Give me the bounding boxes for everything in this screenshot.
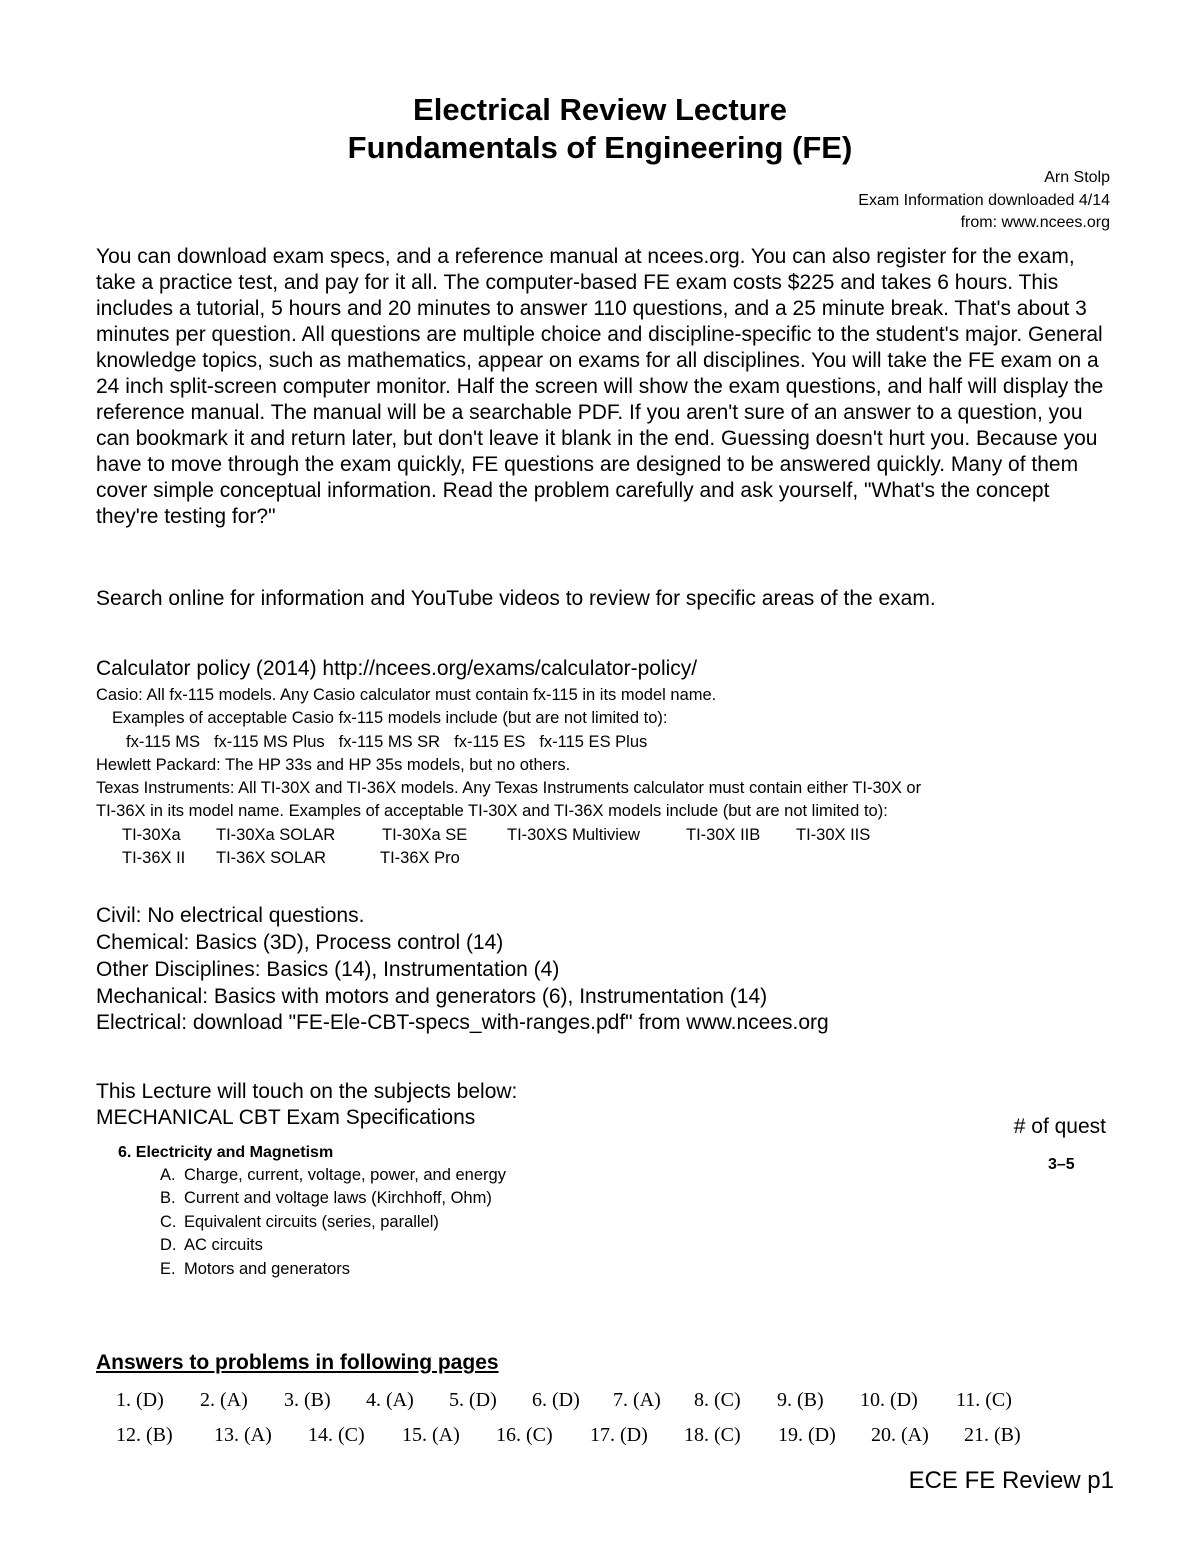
answer-item: 13. (A): [214, 1424, 272, 1446]
spec-item-letter: E.: [160, 1260, 176, 1278]
ti-model: TI-30Xa SOLAR: [216, 826, 336, 844]
casio-model: fx-115 MS Plus: [213, 733, 325, 751]
answer-item: 3. (B): [284, 1389, 331, 1411]
ti-model: TI-30Xa SE: [382, 826, 468, 844]
quest-count-label: # of quest: [1013, 1115, 1106, 1138]
answer-item: 12. (B): [116, 1424, 173, 1446]
spec-item-text: AC circuits: [184, 1236, 263, 1254]
answer-item: 4. (A): [366, 1389, 414, 1411]
spec-item: [160, 1187, 492, 1211]
ti-model: TI-36X SOLAR: [216, 849, 327, 867]
answer-item: 16. (C): [496, 1424, 553, 1446]
calculator-heading: Calculator policy (2014) http://ncees.org/exams/calculator-policy/: [96, 657, 698, 680]
answer-item: 7. (A): [613, 1389, 661, 1411]
ti-policy-line1: Texas Instruments: All TI-30X and TI-36X models. Any Texas Instruments calculator must contain either TI-30X or: [96, 779, 922, 797]
answer-item: 5. (D): [449, 1389, 497, 1411]
answers-heading: Answers to problems in following pages: [96, 1351, 499, 1374]
ti-model: TI-30Xa: [122, 826, 181, 844]
casio-model: fx-115 ES Plus: [539, 733, 648, 751]
casio-model: fx-115 MS SR: [338, 733, 441, 751]
casio-examples-intro: Examples of acceptable Casio fx-115 models include (but are not limited to):: [112, 709, 668, 727]
answer-item: 17. (D): [590, 1424, 648, 1446]
discipline-line: Chemical: Basics (3D), Process control (14): [96, 931, 504, 954]
page-title: Electrical Review Lecture: [413, 92, 787, 127]
discipline-line: Other Disciplines: Basics (14), Instrumentation (4): [96, 958, 560, 981]
spec-item-text: Charge, current, voltage, power, and energy: [184, 1166, 506, 1184]
ti-model: TI-36X II: [122, 849, 186, 867]
spec-item-letter: C.: [160, 1213, 177, 1231]
spec-item: [160, 1211, 439, 1235]
spec-section-heading: 6. Electricity and Magnetism: [118, 1144, 334, 1161]
discipline-line: Civil: No electrical questions.: [96, 904, 365, 927]
author: Arn Stolp: [1044, 169, 1110, 186]
answer-item: 8. (C): [694, 1389, 741, 1411]
answer-item: 2. (A): [200, 1389, 248, 1411]
casio-models-row: [126, 731, 661, 754]
answer-item: 14. (C): [308, 1424, 365, 1446]
answer-item: 1. (D): [116, 1389, 164, 1411]
spec-item-letter: D.: [160, 1236, 177, 1254]
spec-item: [160, 1164, 506, 1188]
lecture-intro: This Lecture will touch on the subjects below:: [96, 1080, 518, 1103]
source-url: from: www.ncees.org: [960, 214, 1110, 231]
spec-item: [160, 1234, 263, 1258]
page-footer: ECE FE Review p1: [908, 1467, 1114, 1494]
casio-policy: Casio: All fx-115 models. Any Casio calculator must contain fx-115 in its model name.: [96, 686, 717, 704]
casio-model: fx-115 ES: [454, 733, 526, 751]
discipline-line: Electrical: download "FE-Ele-CBT-specs_with-ranges.pdf" from www.ncees.org: [96, 1011, 829, 1034]
spec-item-letter: B.: [160, 1189, 176, 1207]
ti-model: TI-30X IIS: [796, 826, 871, 844]
ti-policy-line2: TI-36X in its model name. Examples of acceptable TI-30X and TI-36X models include (but are not limited to):: [96, 802, 888, 820]
discipline-line: Mechanical: Basics with motors and generators (6), Instrumentation (14): [96, 985, 768, 1008]
spec-title: MECHANICAL CBT Exam Specifications: [96, 1106, 476, 1129]
spec-item: [160, 1258, 350, 1282]
ti-model: TI-30XS Multiview: [507, 826, 640, 844]
answer-item: 6. (D): [532, 1389, 580, 1411]
quest-count: 3–5: [1048, 1156, 1075, 1173]
spec-item-text: Current and voltage laws (Kirchhoff, Ohm): [184, 1189, 492, 1207]
answer-item: 10. (D): [860, 1389, 918, 1411]
download-date: Exam Information downloaded 4/14: [858, 192, 1110, 209]
answer-item: 21. (B): [964, 1424, 1021, 1446]
intro-paragraph: You can download exam specs, and a reference manual at ncees.org. You can also register for the exam, take a practice test, and pay for it all. The computer-based FE exam costs $225 and takes 6 hours. This includes a tutorial, 5 hours and 20 minutes to answer 110 questions, and a 25 minute break. That's about 3 minutes per question. All questions are multiple choice and discipline-specific to the student's major. General knowledge topics, such as mathematics, appear on exams for all disciplines. You will take the FE exam on a 24 inch split-screen computer monitor. Half the screen will show the exam questions, and half will display the reference manual. The manual will be a searchable PDF. If you aren't sure of an answer to a question, you can bookmark it and return later, but don't leave it blank in the end. Guessing doesn't hurt you. Because you have to move through the exam quickly, FE questions are designed to be answered quickly. Many of them cover simple conceptual information. Read the problem carefully and ask yourself, "What's the concept they're testing for?": [96, 245, 1104, 528]
answer-item: 11. (C): [956, 1389, 1012, 1411]
casio-model: fx-115 MS: [126, 733, 200, 751]
answer-item: 9. (B): [777, 1389, 824, 1411]
answer-item: 15. (A): [402, 1424, 460, 1446]
spec-item-text: Motors and generators: [184, 1260, 351, 1278]
page-subtitle: Fundamentals of Engineering (FE): [347, 130, 853, 165]
ti-model: TI-30X IIB: [686, 826, 761, 844]
answer-item: 19. (D): [778, 1424, 836, 1446]
hp-policy: Hewlett Packard: The HP 33s and HP 35s models, but no others.: [96, 756, 571, 774]
ti-model: TI-36X Pro: [380, 849, 460, 867]
spec-item-letter: A.: [160, 1166, 176, 1184]
answer-item: 18. (C): [684, 1424, 741, 1446]
spec-item-text: Equivalent circuits (series, parallel): [184, 1213, 439, 1231]
answer-item: 20. (A): [871, 1424, 929, 1446]
search-note: Search online for information and YouTube videos to review for specific areas of the exam.: [96, 587, 936, 610]
